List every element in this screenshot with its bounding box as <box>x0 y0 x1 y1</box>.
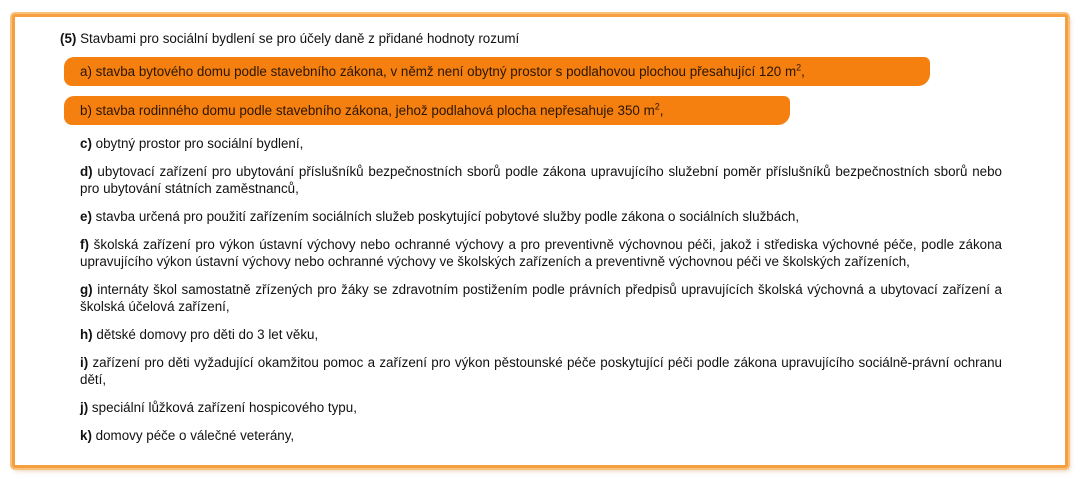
item-text: stavba bytového domu podle stavebního zákona, v němž není obytný prostor s podlahovou plochou přesahující 120 m <box>95 64 797 79</box>
item-letter: f) <box>80 237 89 252</box>
paragraph-number: (5) <box>60 31 77 46</box>
item-superscript: 2 <box>796 62 802 73</box>
item-tail: , <box>659 103 664 118</box>
item-tail: , <box>801 64 805 79</box>
item-text: stavba určená pro použití zařízením sociálních služeb poskytující pobytové služby podle zákona o sociálních službách, <box>95 209 800 224</box>
item-text: obytný prostor pro sociální bydlení, <box>95 136 304 151</box>
item-text: zařízení pro děti vyžadující okamžitou pomoc a zařízení pro výkon pěstounské péče poskytující péči podle zákona upravujícího sociálně-právní ochranu dětí, <box>80 355 1002 387</box>
item-letter: h) <box>80 327 93 342</box>
list-item-h <box>80 326 1002 343</box>
item-text: ubytovací zařízení pro ubytování příslušníků bezpečnostních sborů podle zákona upravujícího služební poměr příslušníků bezpečnostních sborů nebo pro ubytování státních zaměstnanců, <box>80 164 1002 196</box>
paragraph-intro-text: Stavbami pro sociální bydlení se pro účely daně z přidané hodnoty rozumí <box>80 31 520 46</box>
item-letter: e) <box>80 209 92 224</box>
item-letter: k) <box>80 428 92 443</box>
item-text: internáty škol samostatně zřízených pro žáky se zdravotním postižením podle právních předpisů upravujících školská výchovná a ubytovací zařízení a školská účelová zařízení, <box>80 282 1002 314</box>
paragraph-intro <box>60 30 1002 47</box>
item-letter: d) <box>80 164 93 179</box>
item-letter: j) <box>80 400 89 415</box>
list-item-g <box>80 281 1002 315</box>
list-item-f <box>80 236 1002 270</box>
item-text: školská zařízení pro výkon ústavní výchovy nebo ochranné výchovy a pro preventivně výchovnou péči, jakož i střediska výchovné péče, podle zákona upravujícího výkon ústavní výchovy nebo ochranné výchovy ve školských zařízeních a preventivně výchovnou péči ve školských zařízeních, <box>80 237 1002 269</box>
list-item-b <box>64 96 790 125</box>
law-paragraph <box>60 30 1002 455</box>
item-letter: c) <box>80 136 92 151</box>
item-text: speciální lůžková zařízení hospicového typu, <box>91 400 357 415</box>
list-item-e <box>80 208 1002 225</box>
item-letter: i) <box>80 355 89 370</box>
item-superscript: 2 <box>654 101 660 112</box>
list-item-k <box>80 427 1002 444</box>
list-item-c <box>80 135 1002 152</box>
item-letter: a) <box>80 64 92 79</box>
list-item-a <box>64 57 930 86</box>
list-item-d <box>80 163 1002 197</box>
item-text: dětské domovy pro děti do 3 let věku, <box>96 327 319 342</box>
list-item-i <box>80 354 1002 388</box>
item-text: stavba rodinného domu podle stavebního zákona, jehož podlahová plocha nepřesahuje 350 m <box>95 103 655 118</box>
item-letter: b) <box>80 103 92 118</box>
list-item-j <box>80 399 1002 416</box>
item-letter: g) <box>80 282 93 297</box>
item-text: domovy péče o válečné veterány, <box>95 428 295 443</box>
